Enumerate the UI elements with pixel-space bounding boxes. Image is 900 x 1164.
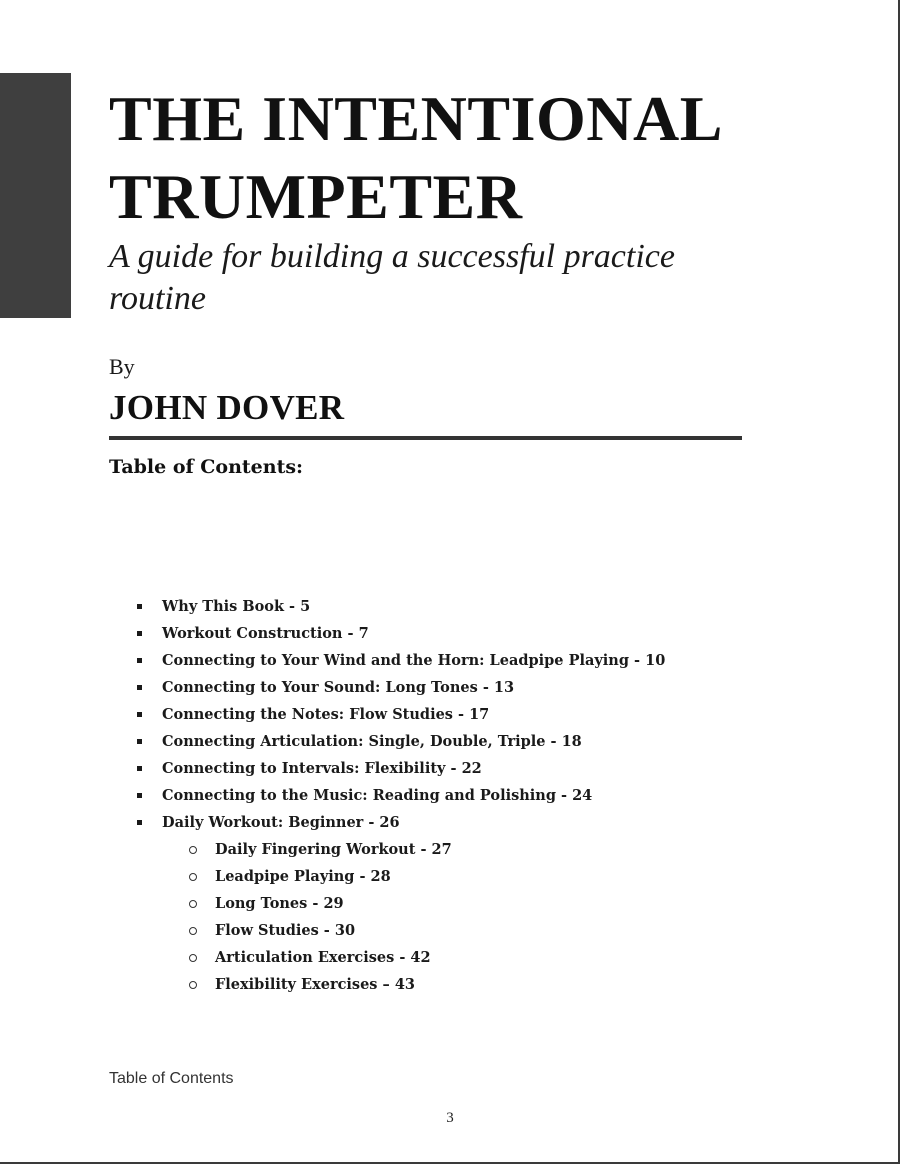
toc-subitem <box>130 893 665 920</box>
circle-bullet-icon <box>189 927 197 935</box>
toc-subitem-label: Leadpipe Playing - 28 <box>215 868 391 885</box>
square-bullet-icon <box>137 793 142 798</box>
square-bullet-icon <box>137 604 142 609</box>
toc-item <box>130 758 665 785</box>
by-label: By <box>109 354 135 379</box>
square-bullet-icon <box>137 766 142 771</box>
toc-item <box>130 731 665 758</box>
toc-item-label: Connecting to the Music: Reading and Polishing - 24 <box>162 787 593 804</box>
square-bullet-icon <box>137 631 142 636</box>
toc-subitem <box>130 974 665 1001</box>
square-bullet-icon <box>137 685 142 690</box>
toc-subitem-label: Long Tones - 29 <box>215 895 344 912</box>
toc-item-label: Daily Workout: Beginner - 26 <box>162 814 400 831</box>
toc-item <box>130 704 665 731</box>
toc-subitem-label: Flow Studies - 30 <box>215 922 356 939</box>
author-name: JOHN DOVER <box>109 388 345 427</box>
toc-heading: Table of Contents: <box>109 456 304 478</box>
toc-subitem-label: Daily Fingering Workout - 27 <box>215 841 452 858</box>
book-subtitle: A guide for building a successful practice routine <box>109 238 675 317</box>
toc-subitem-label: Flexibility Exercises – 43 <box>215 976 415 993</box>
toc-subitem-label: Articulation Exercises - 42 <box>215 949 431 966</box>
toc-item <box>130 650 665 677</box>
toc-item-label: Connecting to Intervals: Flexibility - 22 <box>162 760 482 777</box>
square-bullet-icon <box>137 658 142 663</box>
toc-subitem <box>130 839 665 866</box>
toc-item-label: Workout Construction - 7 <box>162 625 369 642</box>
page-number: 3 <box>446 1110 454 1126</box>
circle-bullet-icon <box>189 981 197 989</box>
toc-item <box>130 596 665 623</box>
toc-item <box>130 677 665 704</box>
toc-subitem <box>130 866 665 893</box>
footer-label: Table of Contents <box>109 1070 234 1087</box>
toc-item-label: Connecting to Your Sound: Long Tones - 13 <box>162 679 515 696</box>
book-title: THE INTENTIONAL TRUMPETER <box>109 83 720 232</box>
toc-item-label: Why This Book - 5 <box>162 598 311 615</box>
divider-rule <box>109 436 742 440</box>
toc-subitem <box>130 920 665 947</box>
toc-item-label: Connecting Articulation: Single, Double, Triple - 18 <box>162 733 582 750</box>
toc-item <box>130 623 665 650</box>
toc-subitem <box>130 947 665 974</box>
toc-item-label: Connecting to Your Wind and the Horn: Leadpipe Playing - 10 <box>162 652 666 669</box>
square-bullet-icon <box>137 739 142 744</box>
decorative-side-bar <box>0 73 71 318</box>
circle-bullet-icon <box>189 954 197 962</box>
circle-bullet-icon <box>189 846 197 854</box>
toc-item <box>130 785 665 812</box>
circle-bullet-icon <box>189 873 197 881</box>
square-bullet-icon <box>137 820 142 825</box>
toc-item-label: Connecting the Notes: Flow Studies - 17 <box>162 706 490 723</box>
toc-item <box>130 812 665 839</box>
square-bullet-icon <box>137 712 142 717</box>
toc-list <box>130 596 665 1001</box>
circle-bullet-icon <box>189 900 197 908</box>
